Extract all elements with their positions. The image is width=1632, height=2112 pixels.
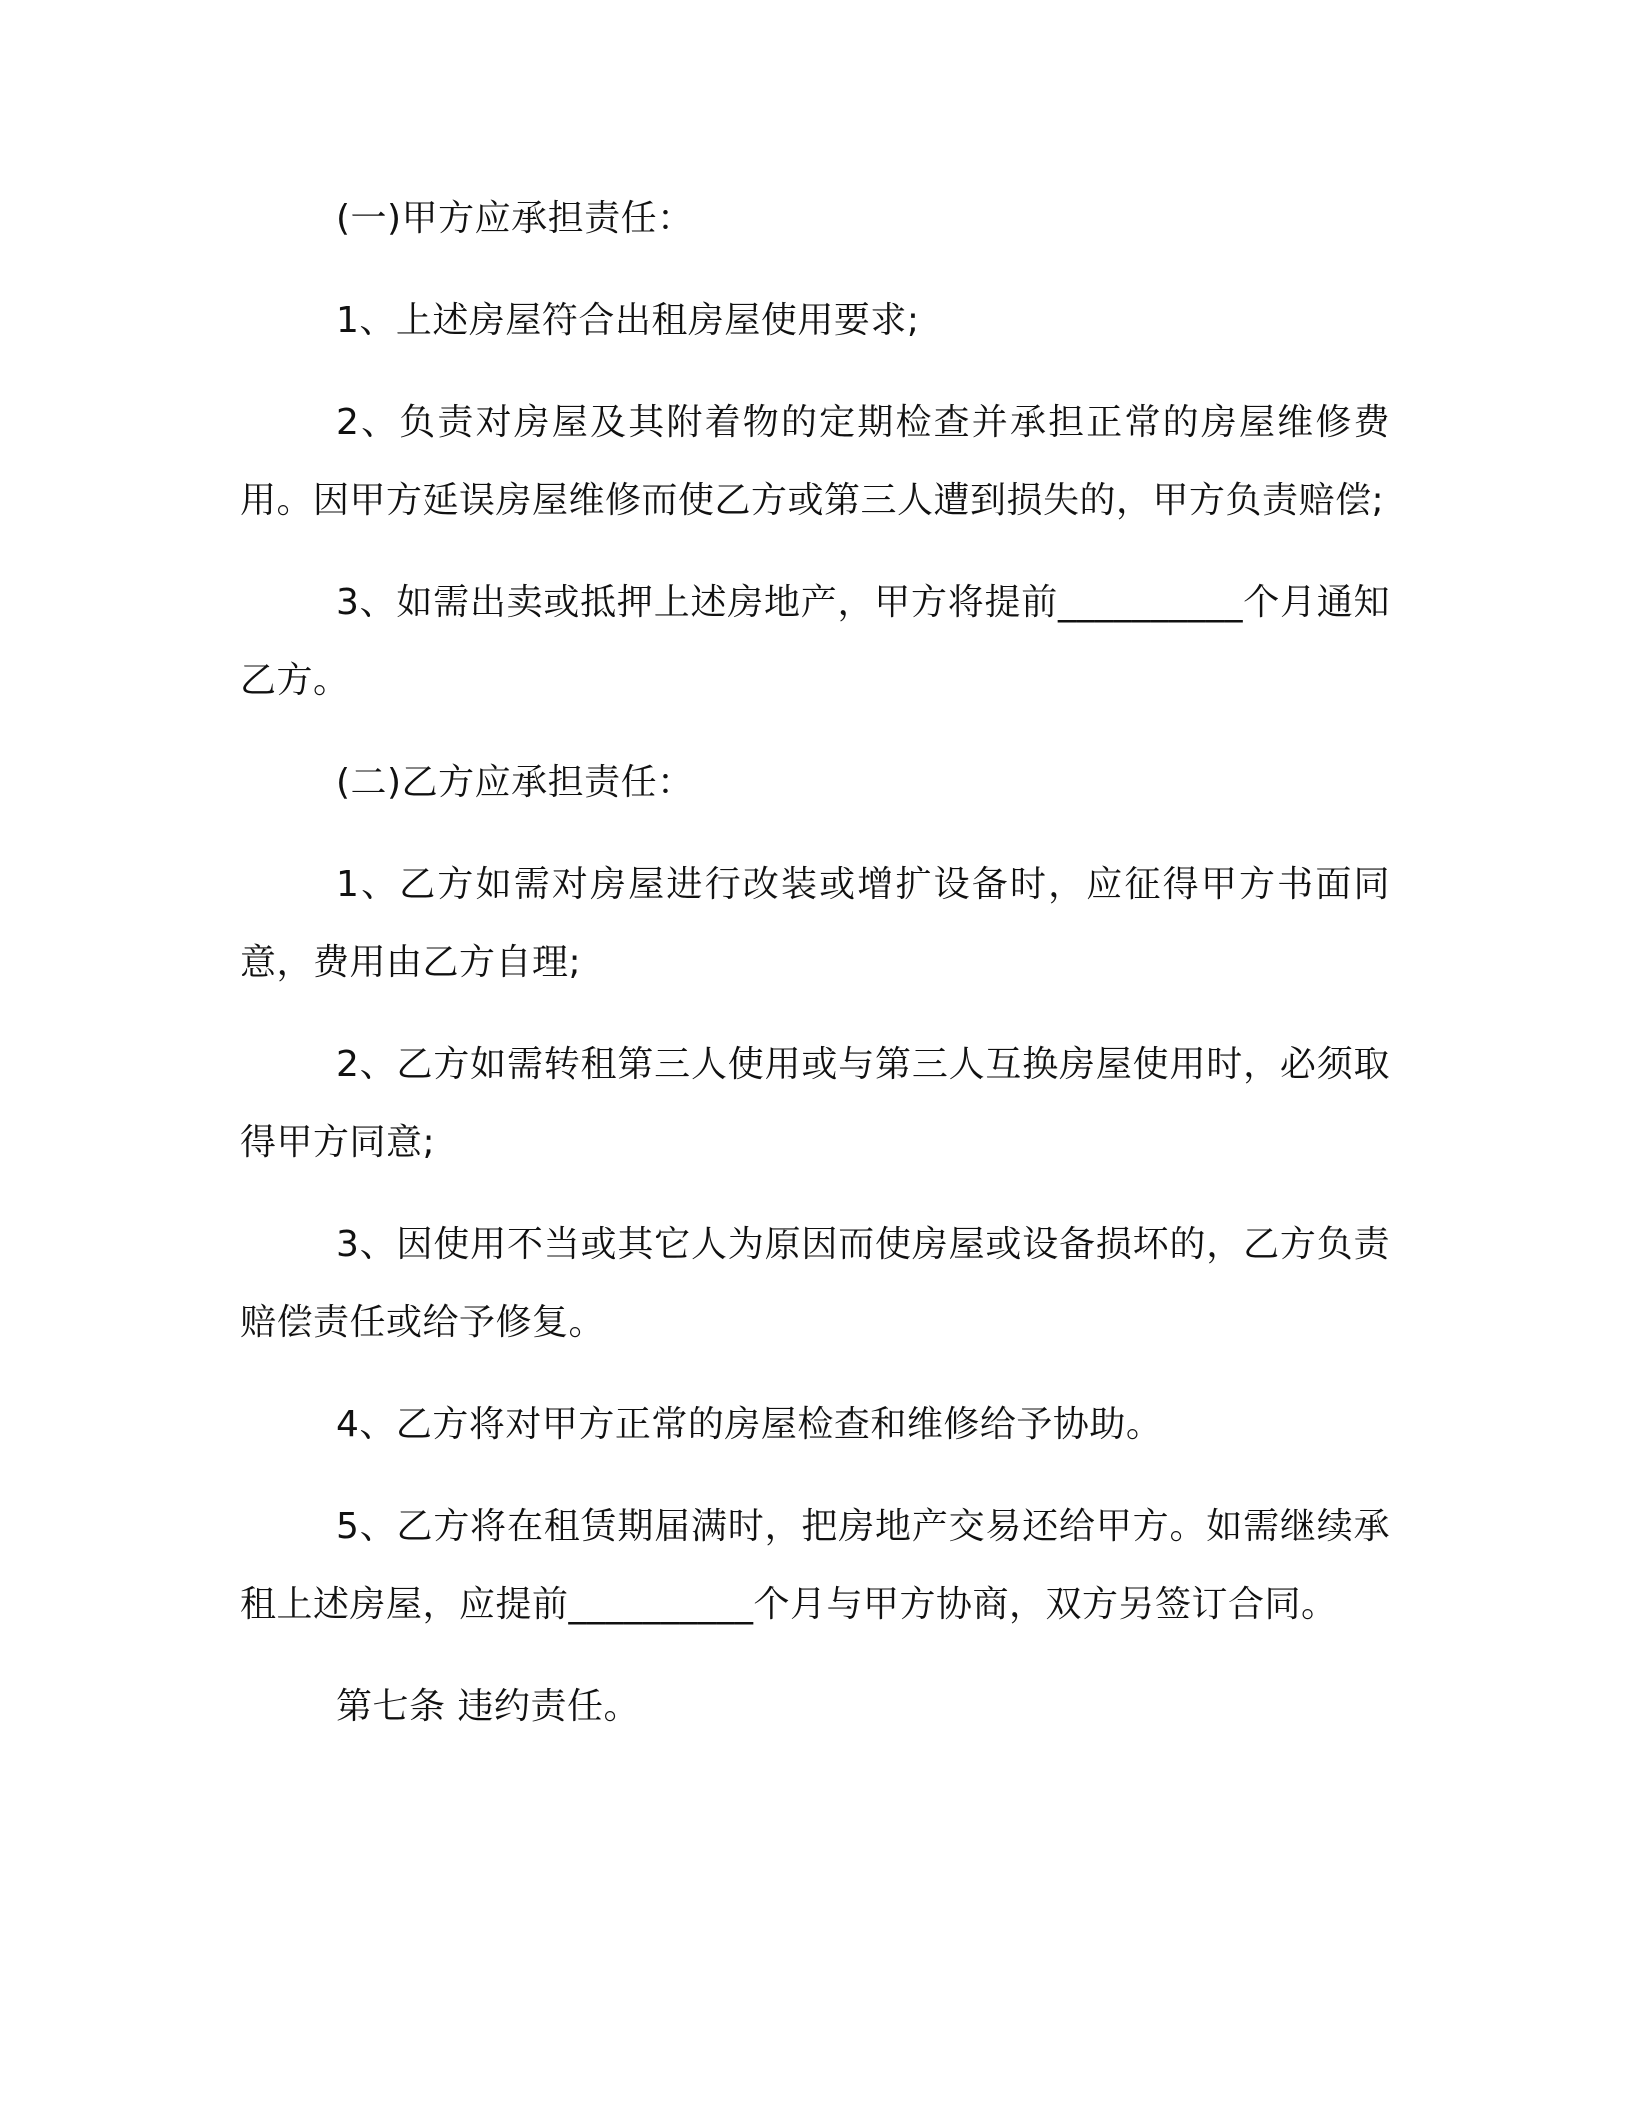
party-a-clause-1: 1、上述房屋符合出租房屋使用要求; (336, 300, 920, 341)
document-body (240, 180, 1390, 1746)
party-b-clause-4: 4、乙方将对甲方正常的房屋检查和维修给予协助。 (336, 1404, 1163, 1445)
section-heading-party-a: (一)甲方应承担责任： (336, 198, 694, 239)
party-a-clause-2: 2、负责对房屋及其附着物的定期检查并承担正常的房屋维修费用。因甲方延误房屋维修而使乙方或第三人遭到损失的，甲方负责赔偿; (240, 402, 1390, 521)
party-b-clause-1: 1、乙方如需对房屋进行改装或增扩设备时，应征得甲方书面同意，费用由乙方自理; (240, 864, 1390, 983)
party-b-clause-5: 5、乙方将在租赁期届满时，把房地产交易还给甲方。如需继续承租上述房屋，应提前__________个月与甲方协商，双方另签订合同。 (240, 1506, 1390, 1625)
party-a-clause-3: 3、如需出卖或抵押上述房地产，甲方将提前__________个月通知乙方。 (240, 582, 1390, 701)
section-heading-party-b: (二)乙方应承担责任： (336, 762, 694, 803)
party-b-clause-3: 3、因使用不当或其它人为原因而使房屋或设备损坏的，乙方负责赔偿责任或给予修复。 (240, 1224, 1390, 1343)
party-b-clause-2: 2、乙方如需转租第三人使用或与第三人互换房屋使用时，必须取得甲方同意; (240, 1044, 1390, 1163)
article-7-heading: 第七条 违约责任。 (336, 1686, 640, 1727)
